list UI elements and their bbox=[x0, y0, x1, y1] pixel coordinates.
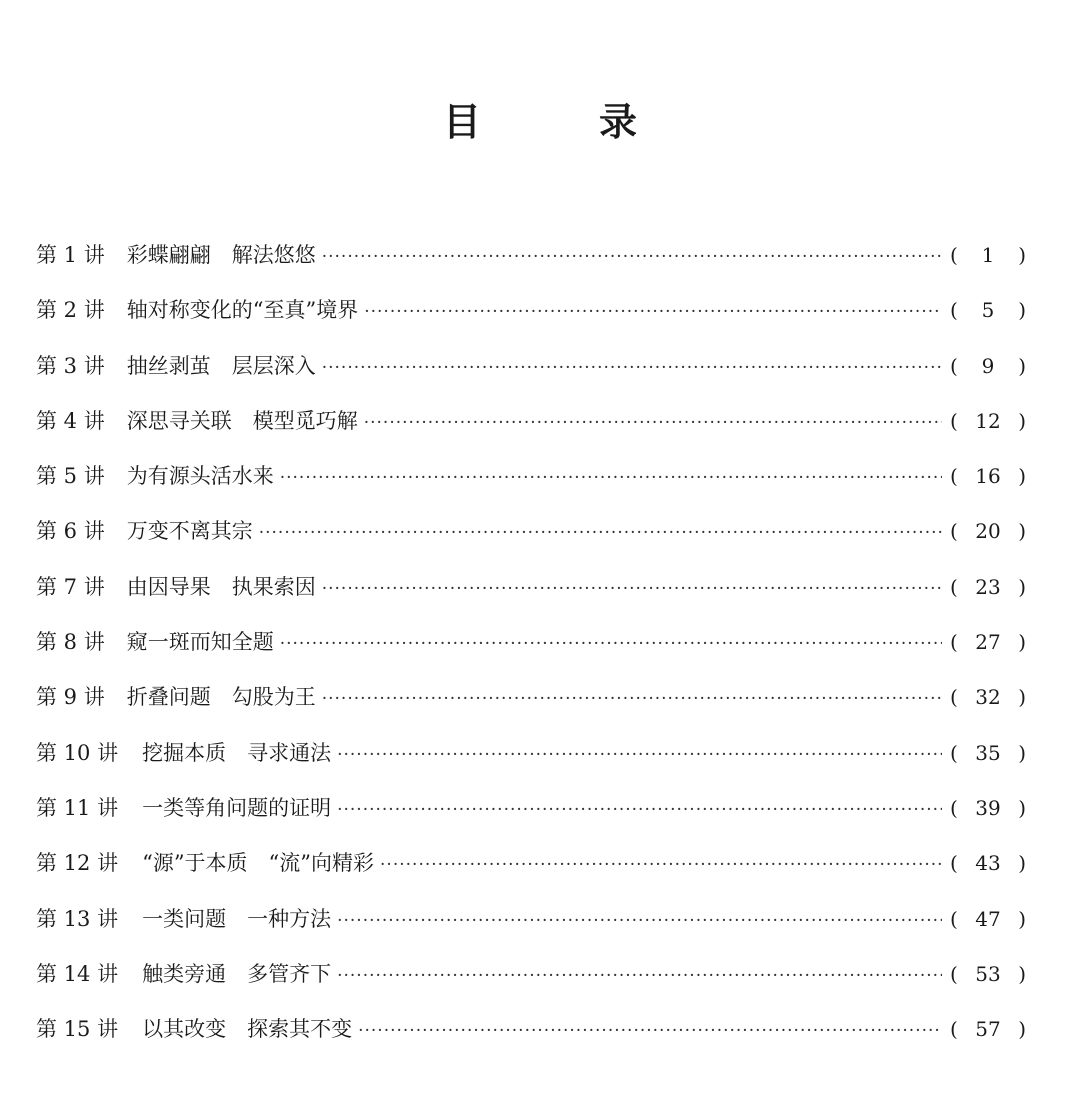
toc-entry[interactable] bbox=[36, 1002, 1026, 1057]
toc-entry[interactable] bbox=[36, 449, 1026, 504]
lecture-title: 窥一斑而知全题 bbox=[126, 630, 274, 655]
page-number: ( 35 ) bbox=[950, 740, 1026, 765]
toc-entry[interactable] bbox=[36, 560, 1026, 615]
lecture-number: 第 6 讲 bbox=[36, 519, 105, 544]
toc-entry[interactable] bbox=[36, 504, 1026, 559]
toc-entry[interactable] bbox=[36, 394, 1026, 449]
lecture-title: 折叠问题 勾股为王 bbox=[126, 685, 316, 710]
toc-entry[interactable] bbox=[36, 726, 1026, 781]
page-title: 目 录 bbox=[442, 100, 677, 144]
lecture-number: 第 5 讲 bbox=[36, 464, 105, 489]
leader-dots bbox=[322, 341, 942, 396]
lecture-title: 触类旁通 多管齐下 bbox=[142, 961, 332, 986]
toc-entry[interactable] bbox=[36, 781, 1026, 836]
toc-entry[interactable] bbox=[36, 283, 1026, 338]
lecture-title: 挖掘本质 寻求通法 bbox=[142, 740, 332, 765]
lecture-title: 一类问题 一种方法 bbox=[142, 906, 332, 931]
table-of-contents bbox=[36, 228, 1026, 1057]
lecture-number: 第 3 讲 bbox=[36, 353, 105, 378]
toc-entry[interactable] bbox=[36, 836, 1026, 891]
leader-dots bbox=[337, 894, 942, 949]
leader-dots bbox=[322, 562, 942, 617]
page-number: ( 12 ) bbox=[950, 408, 1026, 433]
page-number: ( 47 ) bbox=[950, 906, 1026, 931]
lecture-title: 深思寻关联 模型觅巧解 bbox=[126, 408, 358, 433]
toc-entry[interactable] bbox=[36, 892, 1026, 947]
page-number: ( 53 ) bbox=[950, 961, 1026, 986]
leader-dots bbox=[337, 949, 942, 1004]
lecture-title: 万变不离其宗 bbox=[126, 519, 253, 544]
lecture-title: 轴对称变化的“至真”境界 bbox=[126, 298, 359, 323]
lecture-title: 由因导果 执果索因 bbox=[126, 574, 316, 599]
lecture-number: 第 2 讲 bbox=[36, 298, 105, 323]
lecture-number: 第 15 讲 bbox=[36, 1017, 119, 1042]
page-number: ( 27 ) bbox=[950, 630, 1026, 655]
lecture-number: 第 9 讲 bbox=[36, 685, 105, 710]
page-number: ( 20 ) bbox=[950, 519, 1026, 544]
page-number: ( 16 ) bbox=[950, 464, 1026, 489]
lecture-number: 第 12 讲 bbox=[36, 851, 119, 876]
toc-entry[interactable] bbox=[36, 228, 1026, 283]
leader-dots bbox=[337, 783, 942, 838]
page-number: ( 5 ) bbox=[950, 298, 1026, 323]
page-number: ( 1 ) bbox=[950, 243, 1026, 267]
lecture-number: 第 7 讲 bbox=[36, 574, 105, 599]
lecture-number: 第 4 讲 bbox=[36, 408, 105, 433]
page-number: ( 57 ) bbox=[950, 1017, 1026, 1042]
toc-entry[interactable] bbox=[36, 947, 1026, 1002]
lecture-number: 第 11 讲 bbox=[36, 795, 119, 820]
lecture-title: 抽丝剥茧 层层深入 bbox=[126, 353, 316, 378]
toc-entry[interactable] bbox=[36, 670, 1026, 725]
lecture-number: 第 14 讲 bbox=[36, 961, 119, 986]
toc-entry[interactable] bbox=[36, 615, 1026, 670]
leader-dots bbox=[358, 1004, 942, 1059]
lecture-number: 第 13 讲 bbox=[36, 906, 119, 931]
page-number: ( 9 ) bbox=[950, 353, 1026, 378]
lecture-title: “源”于本质 “流”向精彩 bbox=[142, 851, 375, 876]
page-number: ( 23 ) bbox=[950, 574, 1026, 599]
leader-dots bbox=[364, 285, 942, 340]
leader-dots bbox=[364, 396, 942, 451]
leader-dots bbox=[259, 506, 942, 561]
leader-dots bbox=[322, 672, 942, 727]
lecture-title: 以其改变 探索其不变 bbox=[142, 1017, 353, 1042]
lecture-title: 彩蝶翩翩 解法悠悠 bbox=[126, 243, 316, 267]
leader-dots bbox=[380, 838, 942, 893]
leader-dots bbox=[280, 617, 942, 672]
lecture-number: 第 8 讲 bbox=[36, 630, 105, 655]
leader-dots bbox=[337, 728, 942, 783]
lecture-title: 为有源头活水来 bbox=[126, 464, 274, 489]
lecture-number: 第 1 讲 bbox=[36, 243, 105, 267]
page-number: ( 43 ) bbox=[950, 851, 1026, 876]
page-number: ( 39 ) bbox=[950, 795, 1026, 820]
toc-entry[interactable] bbox=[36, 339, 1026, 394]
page-number: ( 32 ) bbox=[950, 685, 1026, 710]
lecture-title: 一类等角问题的证明 bbox=[142, 795, 332, 820]
lecture-number: 第 10 讲 bbox=[36, 740, 119, 765]
leader-dots bbox=[322, 230, 942, 285]
leader-dots bbox=[280, 451, 942, 506]
